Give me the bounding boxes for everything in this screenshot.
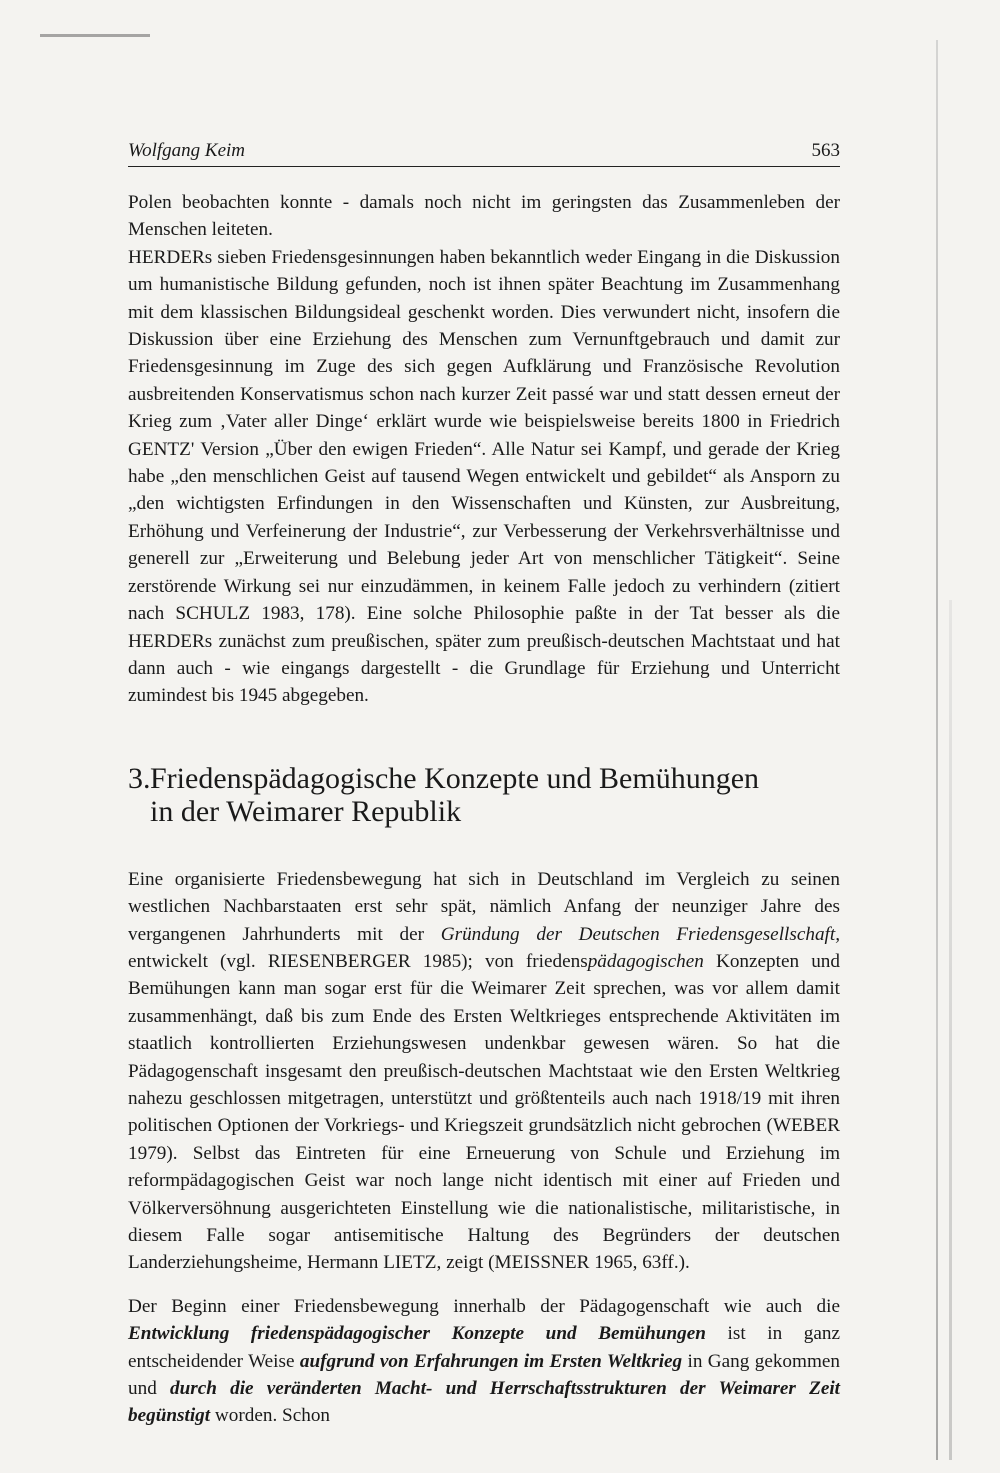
text-run: Der Beginn einer Friedensbewegung innerhalb der Pädagogenschaft wie auch die [128, 1295, 840, 1317]
text-run: ist in ganz entscheidender Weise [128, 1323, 840, 1372]
emphasis-text: aufgrund von Erfahrungen im Ersten Weltkrieg [299, 1350, 683, 1372]
paragraph-beginn [128, 1293, 840, 1430]
scan-artifact-edge [936, 40, 938, 1460]
paragraph-friedensbewegung [128, 866, 840, 1277]
section-number: 3. [128, 761, 151, 795]
paragraph-continuation: Polen beobachten konnte - damals noch nicht im geringsten das Zusammenleben der Menschen leiteten. [128, 192, 840, 241]
text-run: Konzepten und Bemühungen kann man sogar erst für die Weimarer Zeit sprechen, was vor allem damit zusammenhängt, daß bis zum Ende des Ersten Weltkrieges entsprechende Aktivitäten im staatlich kontrollierten Erziehungswesen undenkbar gewesen wären. So hat die Pädagogenschaft insgesamt den preußisch-deutschen Machtstaat wie den Ersten Weltkrieg nahezu geschlossen mitgetragen, unterstützt und größtenteils auch nach 1918/19 mit ihren politischen Optionen der Vorkriegs- und Kriegszeit grundsätzlich nicht gebrochen (WEBER 1979). Selbst das Eintreten für eine Erneuerung von Schule und Erziehung im reformpädagogischen Geist war noch lange nicht identisch mit einer auf Frieden und Völkerversöhnung ausgerichteten Einstellung wie die nationalistische, militaristische, in diesem Falle sogar antisemitische Haltung des Begründers der deutschen Landerziehungsheime, Hermann LIETZ, zeigt (MEISSNER 1965, 63ff.). [128, 950, 840, 1274]
scan-artifact-edge-shadow [949, 600, 952, 1460]
emphasis-text: Entwicklung friedenspädagogischer Konzepte und Bemühungen [128, 1323, 706, 1345]
paragraph-herder: HERDERs sieben Friedensgesinnungen haben bekanntlich weder Eingang in die Diskussion um humanistische Bildung gefunden, noch ist ihnen später Beachtung im Zusammenhang mit dem klassischen Bildungsideal geschenkt worden. Dies verwundert nicht, insofern die Diskussion über eine Erziehung des Menschen zum Vernunftgebrauch und damit zur Friedensgesinnung im Zuge des sich gegen Aufklärung und Französische Revolution ausbreitenden Konservatismus schon nach kurzer Zeit passé war und statt dessen erneut der Krieg zum ‚Vater aller Dinge‘ erklärt wurde wie beispielsweise bereits 1800 in Friedrich GENTZ' Version „Über den ewigen Frieden“. Alle Natur sei Kampf, und gerade der Krieg habe „den menschlichen Geist auf tausend Wegen entwickelt und gebildet“ als Ansporn zu „den wichtigsten Erfindungen in den Wissenschaften und Künsten, zur Ausbreitung, Erhöhung und Verfeinerung der Industrie“, zur Verbesserung der Verkehrsverhältnisse und generell zur „Erweiterung und Belebung jeder Art von menschlicher Tätigkeit“. Seine zerstörende Wirkung sei nur einzudämmen, in keinem Falle jedoch zu verhindern (zitiert nach SCHULZ 1983, 178). Eine solche Philosophie paßte in der Tat besser als die HERDERs zunächst zum preußischen, später zum preußisch-deutschen Machtstaat und hat dann auch - wie eingangs dargestellt - die Grundlage für Erziehung und Unterricht zumindest bis 1945 abgegeben. [128, 246, 840, 707]
scan-artifact-top [40, 34, 150, 37]
emphasis-text: Gründung der Deutschen Friedensgesellschaft, [440, 923, 840, 945]
section-title-line2: in der Weimarer Republik [150, 794, 462, 828]
emphasis-text: pädagogischen [587, 950, 704, 972]
text-run: Eine organisierte Friedensbewegung hat sich in Deutschland im Vergleich zu seinen westlichen Nachbarstaaten erst sehr spät, nämlich Anfang der neunziger Jahre des vergangenen Jahrhunderts mit der [128, 868, 840, 945]
running-header [128, 140, 840, 167]
section-heading [128, 762, 840, 828]
section-title-line1: Friedenspädagogische Konzepte und Bemühungen [150, 761, 760, 795]
header-author: Wolfgang Keim [128, 140, 245, 161]
text-run: in Gang gekommen und [128, 1350, 840, 1400]
text-run: entwickelt (vgl. RIESENBERGER 1985); von friedens [128, 950, 588, 972]
document-page [128, 140, 840, 1430]
text-run: worden. Schon [210, 1405, 331, 1427]
section-title [150, 762, 759, 828]
emphasis-text: durch die veränderten Macht- und Herrschaftsstrukturen der Weimarer Zeit begünstigt [128, 1378, 841, 1427]
header-page-number: 563 [811, 140, 840, 161]
